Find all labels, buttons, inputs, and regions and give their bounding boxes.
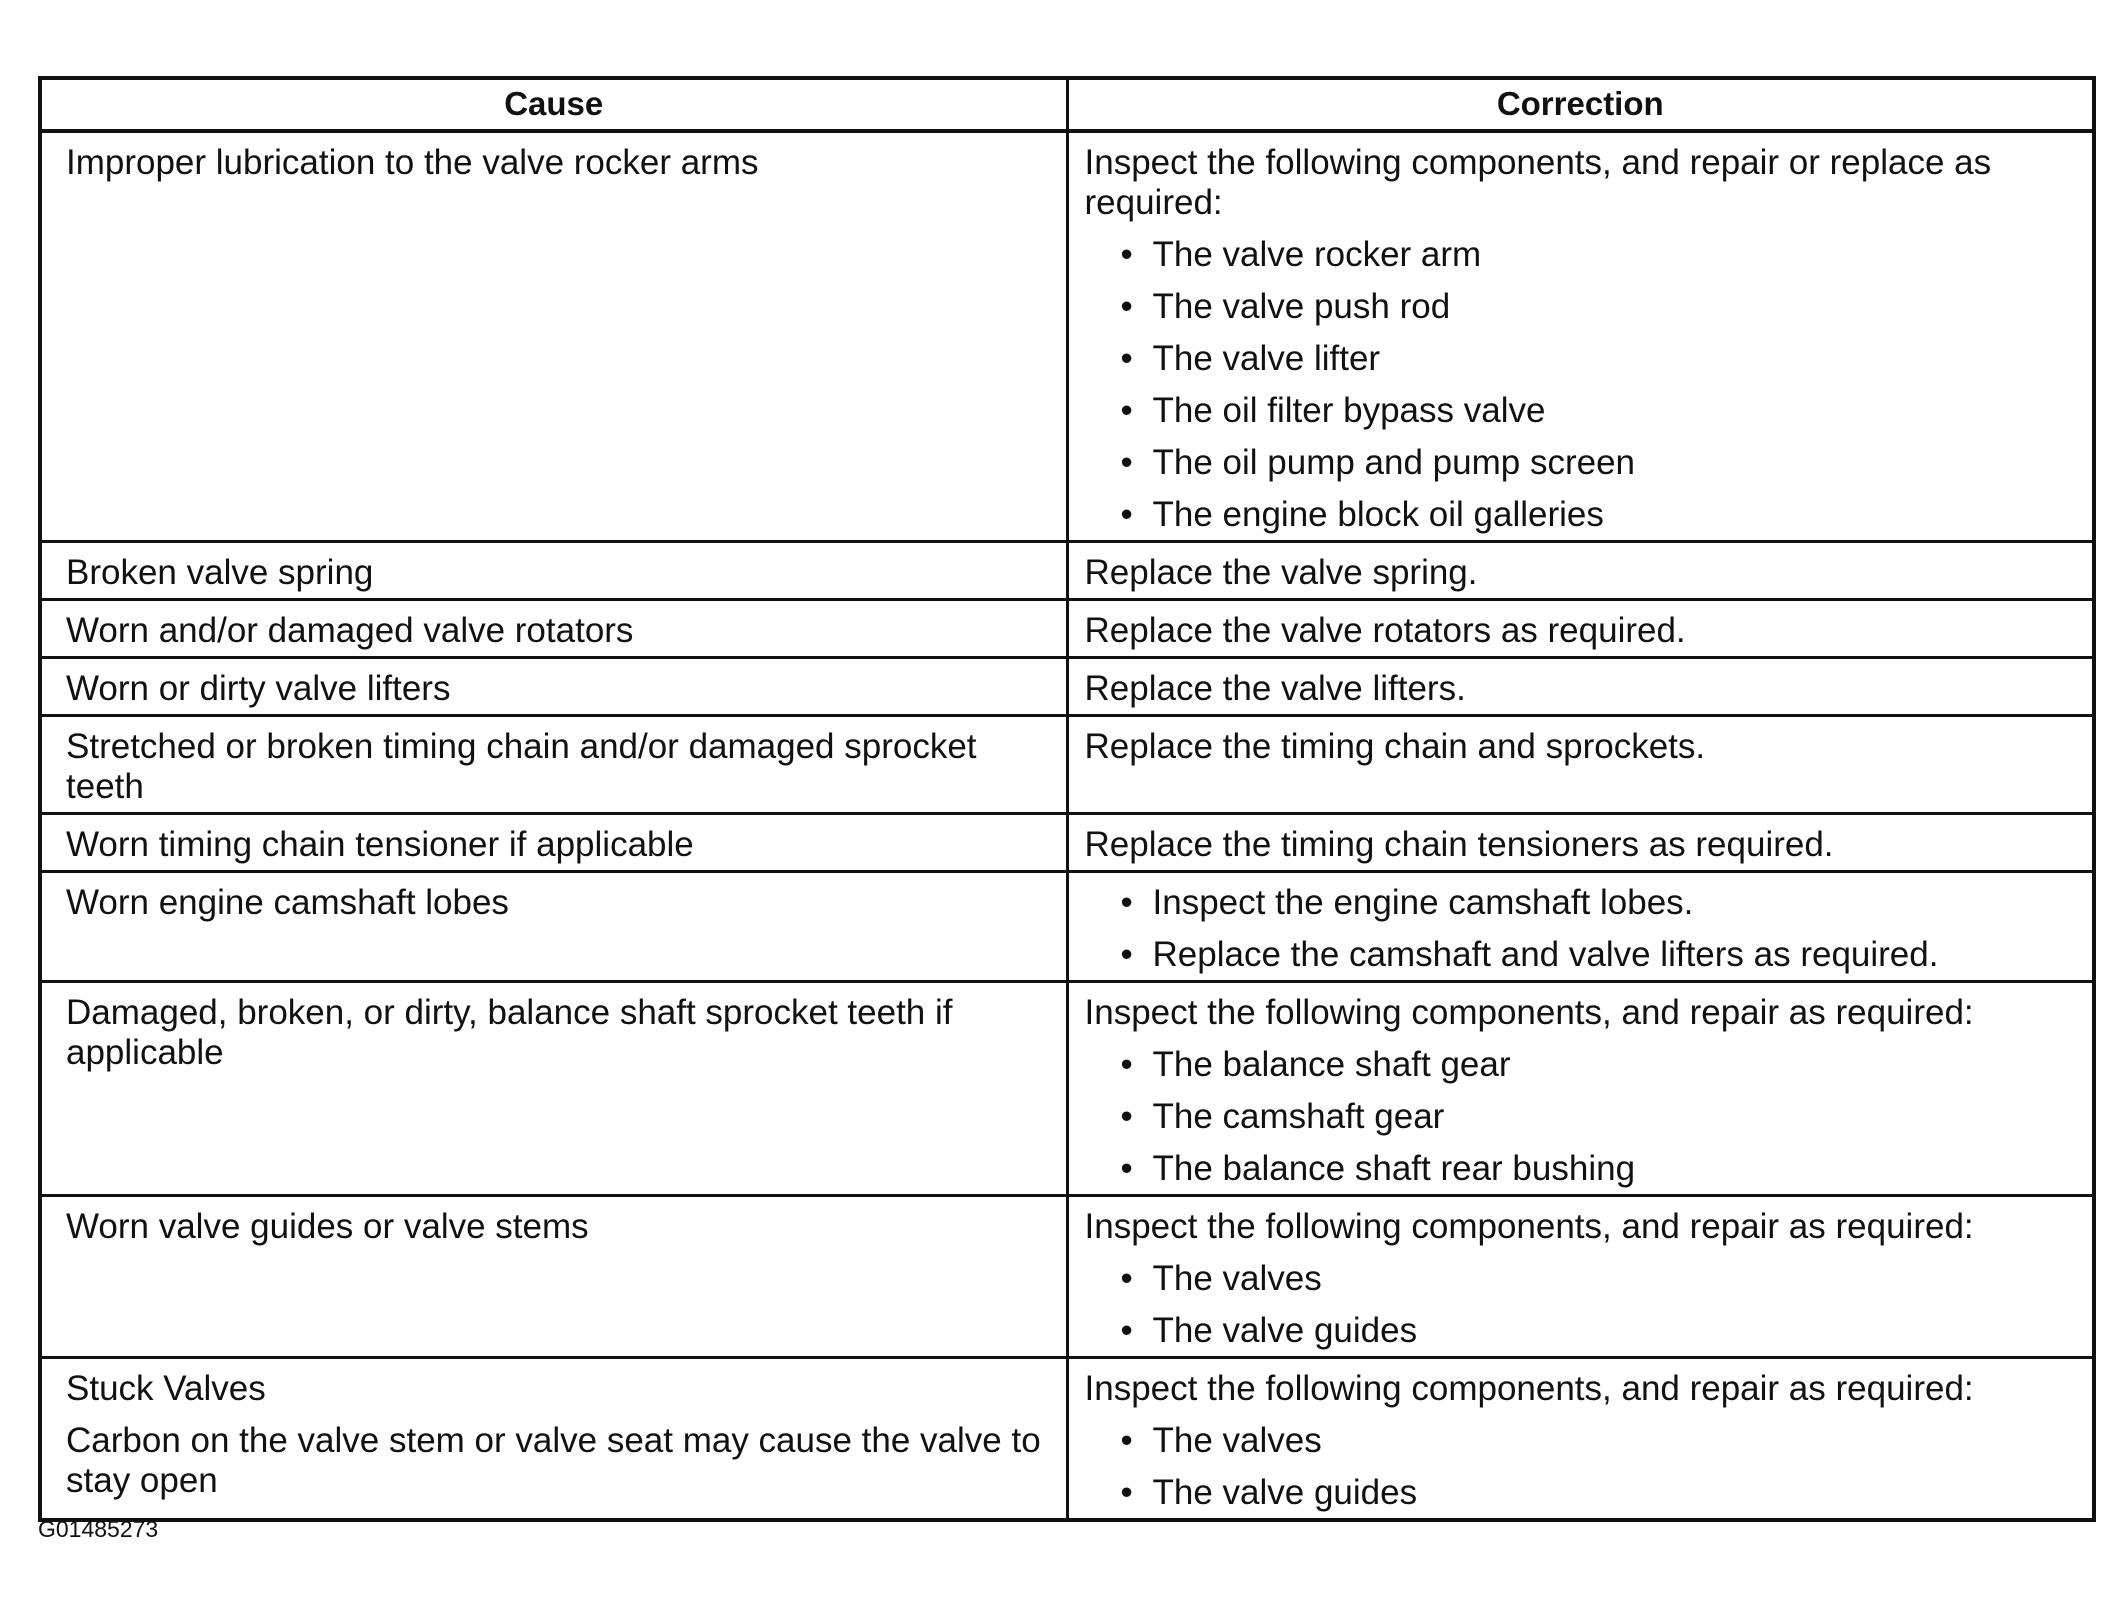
table-row xyxy=(40,814,2094,872)
correction-list xyxy=(1085,883,2079,975)
list-item xyxy=(1121,1259,2079,1299)
list-item xyxy=(1121,495,2079,535)
bullet-icon: • xyxy=(1120,1259,1133,1298)
list-item-text: The valve lifter xyxy=(1152,339,1381,378)
list-item-text: The valve guides xyxy=(1152,1473,1418,1512)
table-row xyxy=(40,1358,2094,1521)
bullet-icon: • xyxy=(1120,1473,1133,1512)
bullet-icon: • xyxy=(1120,1149,1133,1188)
list-item xyxy=(1121,935,2079,975)
cause-text: Worn timing chain tensioner if applicable xyxy=(66,825,694,864)
cause-text: Worn valve guides or valve stems xyxy=(66,1207,589,1246)
table-row xyxy=(40,872,2094,982)
table-row xyxy=(40,982,2094,1196)
correction-cell xyxy=(1067,716,2094,814)
correction-text: Replace the timing chain and sprockets. xyxy=(1084,727,1706,766)
table-row xyxy=(40,131,2094,542)
list-item-text: The engine block oil galleries xyxy=(1152,495,1604,534)
list-item xyxy=(1121,235,2079,275)
correction-list xyxy=(1085,235,2079,535)
correction-cell xyxy=(1067,1196,2094,1358)
cause-text: Carbon on the valve stem or valve seat may cause the valve to stay open xyxy=(66,1421,1041,1500)
list-item-text: The balance shaft gear xyxy=(1152,1045,1511,1084)
table-header-row xyxy=(40,78,2094,131)
cause-cell xyxy=(40,814,1067,872)
list-item-text: The camshaft gear xyxy=(1152,1097,1445,1136)
correction-cell xyxy=(1067,872,2094,982)
table-body xyxy=(40,131,2094,1520)
bullet-icon: • xyxy=(1120,287,1133,326)
correction-cell xyxy=(1067,542,2094,600)
table-row xyxy=(40,1196,2094,1358)
list-item-text: The valve push rod xyxy=(1152,287,1451,326)
cause-correction-table xyxy=(38,76,2096,1522)
table-row xyxy=(40,658,2094,716)
list-item xyxy=(1121,883,2079,923)
correction-text: Replace the valve spring. xyxy=(1084,553,1478,592)
cause-cell xyxy=(40,658,1067,716)
list-item-text: The valves xyxy=(1152,1259,1322,1298)
table-row xyxy=(40,716,2094,814)
table-row xyxy=(40,600,2094,658)
correction-text: Inspect the following components, and repair as required: xyxy=(1084,1369,1974,1408)
correction-text: Replace the valve rotators as required. xyxy=(1084,611,1686,650)
cause-text: Damaged, broken, or dirty, balance shaft sprocket teeth if applicable xyxy=(66,993,953,1072)
column-header-correction: Correction xyxy=(1067,78,2094,131)
cause-cell xyxy=(40,716,1067,814)
correction-cell xyxy=(1067,658,2094,716)
bullet-icon: • xyxy=(1120,1045,1133,1084)
correction-list xyxy=(1085,1045,2079,1189)
bullet-icon: • xyxy=(1120,1421,1133,1460)
bullet-icon: • xyxy=(1120,235,1133,274)
list-item xyxy=(1121,287,2079,327)
cause-cell xyxy=(40,872,1067,982)
cause-cell xyxy=(40,1358,1067,1521)
bullet-icon: • xyxy=(1120,1097,1133,1136)
list-item-text: The valve rocker arm xyxy=(1152,235,1482,274)
correction-text: Replace the valve lifters. xyxy=(1084,669,1466,708)
list-item xyxy=(1121,1473,2079,1513)
bullet-icon: • xyxy=(1120,339,1133,378)
correction-text: Inspect the following components, and repair as required: xyxy=(1084,993,1974,1032)
cause-cell xyxy=(40,1196,1067,1358)
cause-text: Worn engine camshaft lobes xyxy=(66,883,509,922)
cause-cell xyxy=(40,982,1067,1196)
bullet-icon: • xyxy=(1120,443,1133,482)
bullet-icon: • xyxy=(1120,495,1133,534)
list-item-text: The valve guides xyxy=(1152,1311,1418,1350)
bullet-icon: • xyxy=(1120,935,1133,974)
bullet-icon: • xyxy=(1120,883,1133,922)
list-item-text: The oil filter bypass valve xyxy=(1152,391,1546,430)
list-item xyxy=(1121,1149,2079,1189)
bullet-icon: • xyxy=(1120,1311,1133,1350)
list-item xyxy=(1121,443,2079,483)
cause-cell xyxy=(40,542,1067,600)
column-header-cause: Cause xyxy=(40,78,1067,131)
correction-cell xyxy=(1067,131,2094,542)
correction-cell xyxy=(1067,600,2094,658)
correction-text: Inspect the following components, and repair as required: xyxy=(1084,1207,1974,1246)
list-item-text: Replace the camshaft and valve lifters as required. xyxy=(1152,935,1939,974)
list-item xyxy=(1121,1311,2079,1351)
list-item-text: The balance shaft rear bushing xyxy=(1152,1149,1636,1188)
cause-text: Worn and/or damaged valve rotators xyxy=(66,611,634,650)
cause-text: Stuck Valves xyxy=(66,1369,266,1408)
cause-cell xyxy=(40,131,1067,542)
figure-code: G01485273 xyxy=(38,1516,159,1542)
list-item xyxy=(1121,1421,2079,1461)
list-item xyxy=(1121,1045,2079,1085)
correction-text: Inspect the following components, and repair or replace as required: xyxy=(1084,143,1992,222)
list-item-text: Inspect the engine camshaft lobes. xyxy=(1152,883,1694,922)
list-item xyxy=(1121,391,2079,431)
correction-cell xyxy=(1067,814,2094,872)
correction-cell xyxy=(1067,982,2094,1196)
cause-text: Worn or dirty valve lifters xyxy=(66,669,451,708)
correction-text: Replace the timing chain tensioners as required. xyxy=(1084,825,1834,864)
bullet-icon: • xyxy=(1120,391,1133,430)
cause-text: Broken valve spring xyxy=(66,553,374,592)
list-item xyxy=(1121,339,2079,379)
correction-list xyxy=(1085,1259,2079,1351)
correction-list xyxy=(1085,1421,2079,1513)
correction-cell xyxy=(1067,1358,2094,1521)
table-row xyxy=(40,542,2094,600)
list-item-text: The valves xyxy=(1152,1421,1322,1460)
cause-text: Improper lubrication to the valve rocker arms xyxy=(66,143,759,182)
cause-text: Stretched or broken timing chain and/or damaged sprocket teeth xyxy=(66,727,977,806)
cause-cell xyxy=(40,600,1067,658)
list-item-text: The oil pump and pump screen xyxy=(1152,443,1635,482)
list-item xyxy=(1121,1097,2079,1137)
